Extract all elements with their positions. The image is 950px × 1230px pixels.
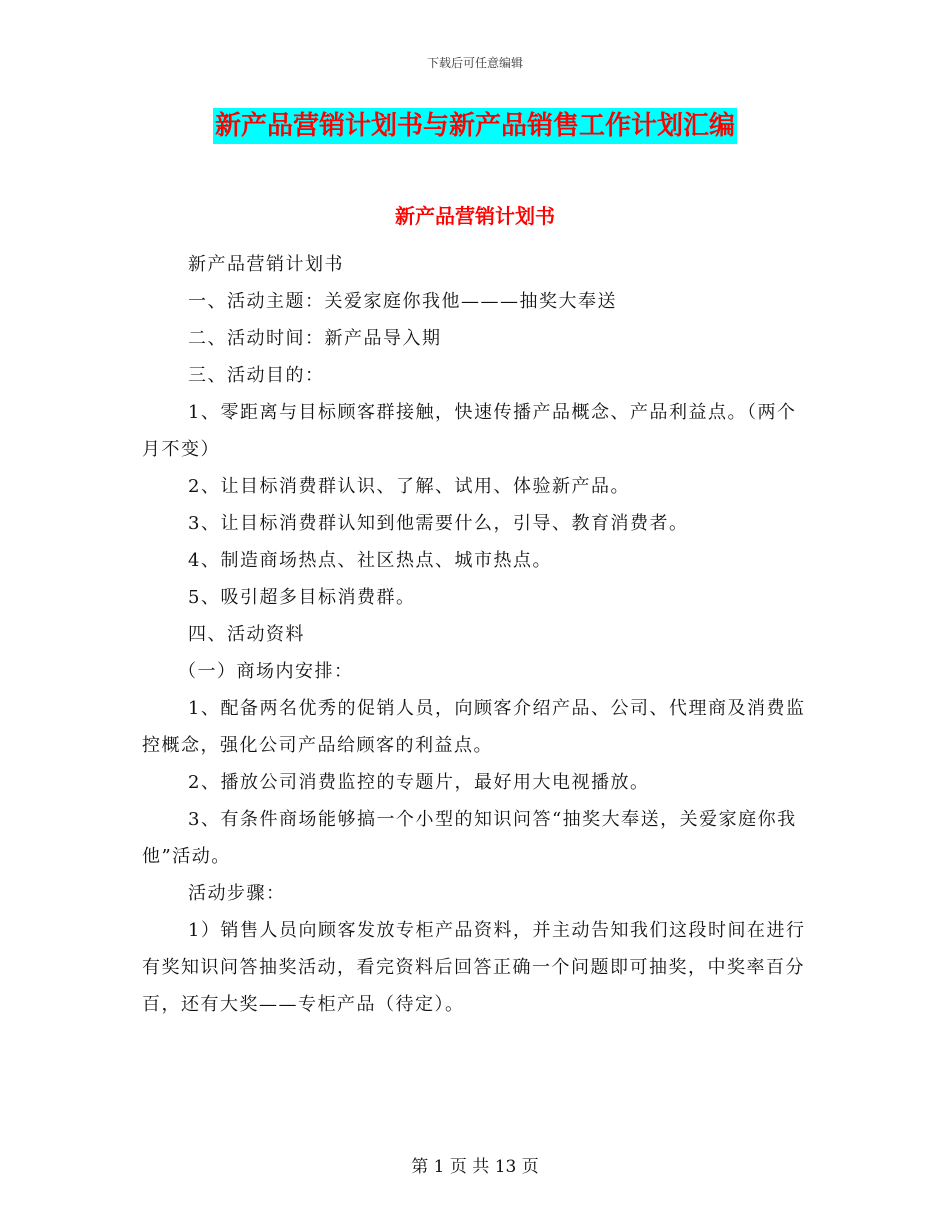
paragraph: 三、活动目的： — [188, 365, 325, 386]
paragraph: 新产品营销计划书 — [188, 254, 344, 275]
paragraph: 3、让目标消费群认知到他需要什么，引导、教育消费者。 — [188, 513, 689, 534]
main-title-wrap — [0, 108, 950, 144]
paragraph: 四、活动资料 — [188, 624, 305, 645]
paragraph: （一）商场内安排： — [178, 661, 354, 682]
header-note: 下载后可任意编辑 — [426, 56, 523, 70]
document-body — [142, 246, 807, 1023]
section-title: 新产品营销计划书 — [395, 204, 555, 228]
paragraph: 1）销售人员向顾客发放专柜产品资料，并主动告知我们这段时间在进行有奖知识问答抽奖活动，看完资料后回答正确一个问题即可抽奖，中奖率百分百，还有大奖——专柜产品（待定）。 — [142, 920, 806, 1015]
paragraph: 1、零距离与目标顾客群接触，快速传播产品概念、产品利益点。（两个月不变） — [142, 402, 797, 460]
paragraph: 2、播放公司消费监控的专题片，最好用大电视播放。 — [188, 772, 650, 793]
paragraph: 3、有条件商场能够搞一个小型的知识问答“抽奖大奉送，关爱家庭你我他”活动。 — [142, 809, 797, 867]
main-title: 新产品营销计划书与新产品销售工作计划汇编 — [213, 108, 737, 144]
paragraph: 1、配备两名优秀的促销人员，向顾客介绍产品、公司、代理商及消费监控概念，强化公司产品给顾客的利益点。 — [142, 698, 806, 756]
paragraph: 4、制造商场热点、社区热点、城市热点。 — [188, 550, 552, 571]
paragraph: 二、活动时间：新产品导入期 — [188, 328, 442, 349]
paragraph: 2、让目标消费群认识、了解、试用、体验新产品。 — [188, 476, 630, 497]
paragraph: 活动步骤： — [188, 883, 286, 904]
page-footer: 第 1 页 共 13 页 — [411, 1157, 539, 1177]
paragraph: 5、吸引超多目标消费群。 — [188, 587, 416, 608]
paragraph: 一、活动主题：关爱家庭你我他———抽奖大奉送 — [188, 291, 617, 312]
